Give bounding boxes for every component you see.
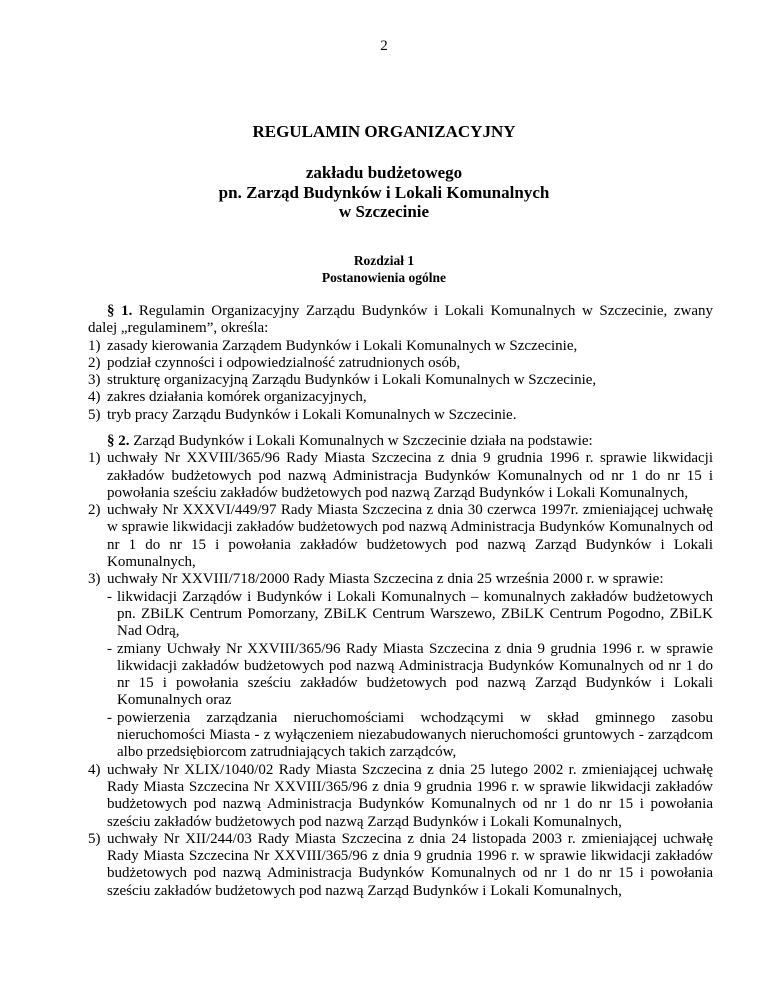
sub-dash: - <box>107 588 112 605</box>
section-intro-text: Regulamin Organizacyjny Zarządu Budynków i Lokali Komunalnych w Szczecinie, zwany dalej „regulaminem”, określa: <box>88 303 713 337</box>
document-title: REGULAMIN ORGANIZACYJNY <box>252 122 516 141</box>
section-intro <box>88 303 713 338</box>
section-marker: § 2. <box>107 433 130 449</box>
list-number: 1) <box>88 450 101 467</box>
section-1 <box>88 303 713 424</box>
sub-dash: - <box>107 709 112 726</box>
section-intro-text: Zarząd Budynków i Lokali Komunalnych w Szczecinie działa na podstawie: <box>129 433 593 449</box>
list-number: 3) <box>88 571 101 588</box>
list-text: uchwały Nr XII/244/03 Rady Miasta Szczecina z dnia 24 listopada 2003 r. zmieniającej uchwałę Rady Miasta Szczecina Nr XXVIII/365/96 z dnia 9 grudnia 1996 r. w sprawie likwidacji zakładów budżetowych pod nazwą Administracja Budynków Komunalnych od nr 1 do nr 15 i powołania sześciu zakładów budżetowych pod nazwą Zarząd Budynków i Lokali Komunalnych, <box>107 830 713 899</box>
chapter-name: Postanowienia ogólne <box>321 270 447 285</box>
list-text: uchwały Nr XXVIII/365/96 Rady Miasta Szczecina z dnia 9 grudnia 1996 r. sprawie likwidacji zakładów budżetowych pod nazwą Administracja Budynków Komunalnych od nr 1 do nr 15 i powołania sześciu zakładów budżetowych pod nazwą Zarząd Budynków i Lokali Komunalnych, <box>107 450 713 501</box>
list-text: zakres działania komórek organizacyjnych, <box>107 389 367 406</box>
list-item <box>88 389 713 406</box>
list-item <box>88 355 713 372</box>
list-text: uchwały Nr XXVIII/718/2000 Rady Miasta Szczecina z dnia 25 września 2000 r. w sprawie: <box>107 571 664 588</box>
list-number: 5) <box>88 830 101 847</box>
list-item <box>88 762 713 831</box>
list-text: uchwały Nr XLIX/1040/02 Rady Miasta Szczecina z dnia 25 lutego 2002 r. zmieniającej uchwałę Rady Miasta Szczecina Nr XXVIII/365/96 z dnia 9 grudnia 1996 r. w sprawie likwidacji zakładów budżetowych pod nazwą Administracja Budynków Komunalnych od nr 1 do nr 15 i powołania sześciu zakładów budżetowych pod nazwą Zarząd Budynków i Lokali Komunalnych, <box>107 761 713 830</box>
list-item <box>88 407 713 424</box>
subtitle-line: pn. Zarząd Budynków i Lokali Komunalnych <box>218 182 550 202</box>
sub-item <box>107 641 713 710</box>
list-text: uchwały Nr XXXVI/449/97 Rady Miasta Szczecina z dnia 30 czerwca 1997r. zmieniającej uchwałę w sprawie likwidacji zakładów budżetowych pod nazwą Administracja Budynków Komunalnych od nr 1 do nr 15 i powołania zakładów budżetowych pod nazwą Zarząd Budynków i Lokali Komunalnych, <box>107 502 713 571</box>
list-number: 2) <box>88 354 101 371</box>
list-item <box>88 450 713 502</box>
page-number: 2 <box>380 38 388 54</box>
subtitle-line: w Szczecinie <box>338 202 430 221</box>
section-2 <box>88 433 713 900</box>
sub-item <box>107 710 713 762</box>
sub-text: likwidacji Zarządów i Budynków i Lokali Komunalnych – komunalnych zakładów budżetowych pn. ZBiLK Centrum Pomorzany, ZBiLK Centrum Warszewo, ZBiLK Centrum Pogodno, ZBiLK Nad Odrą, <box>117 588 713 640</box>
list-text: tryb pracy Zarządu Budynków i Lokali Komunalnych w Szczecinie. <box>107 406 517 423</box>
sub-text: zmiany Uchwały Nr XXVIII/365/96 Rady Miasta Szczecina z dnia 9 grudnia 1996 r. w sprawie likwidacji zakładów budżetowych pod nazwą Administracja Budynków Komunalnych od nr 1 do nr 15 i powołania sześciu zakładów budżetowych pod nazwą Zarząd Budynków i Lokali Komunalnych oraz <box>117 640 713 709</box>
list-item <box>88 831 713 900</box>
sub-item <box>107 589 713 641</box>
section-marker: § 1. <box>107 303 133 319</box>
list-item <box>88 372 713 389</box>
list-item <box>88 338 713 355</box>
subtitle-line: zakładu budżetowego <box>305 163 463 182</box>
document-subtitle <box>0 163 768 222</box>
list-text: zasady kierowania Zarządem Budynków i Lokali Komunalnych w Szczecinie, <box>107 337 578 354</box>
list-number: 4) <box>88 389 101 406</box>
list-number: 4) <box>88 761 101 778</box>
chapter-heading <box>0 252 768 286</box>
list-text: strukturę organizacyjną Zarządu Budynków i Lokali Komunalnych w Szczecinie, <box>107 372 597 389</box>
list-item <box>88 502 713 571</box>
list-number: 5) <box>88 406 101 423</box>
list-text: podział czynności i odpowiedzialność zatrudnionych osób, <box>107 354 461 371</box>
list-number: 1) <box>88 337 101 354</box>
chapter-label: Rozdział 1 <box>353 253 415 268</box>
list-item <box>88 571 713 761</box>
sub-dash: - <box>107 640 112 657</box>
list-number: 2) <box>88 502 101 519</box>
list-number: 3) <box>88 372 101 389</box>
section-intro <box>88 433 713 450</box>
sub-text: powierzenia zarządzania nieruchomościami wchodzącymi w skład gminnego zasobu nieruchomości Miasta - z wyłączeniem niezabudowanych nieruchomości gruntowych - zarządcom albo przedsiębiorcom zatrudniających takich zarządców, <box>117 709 713 761</box>
